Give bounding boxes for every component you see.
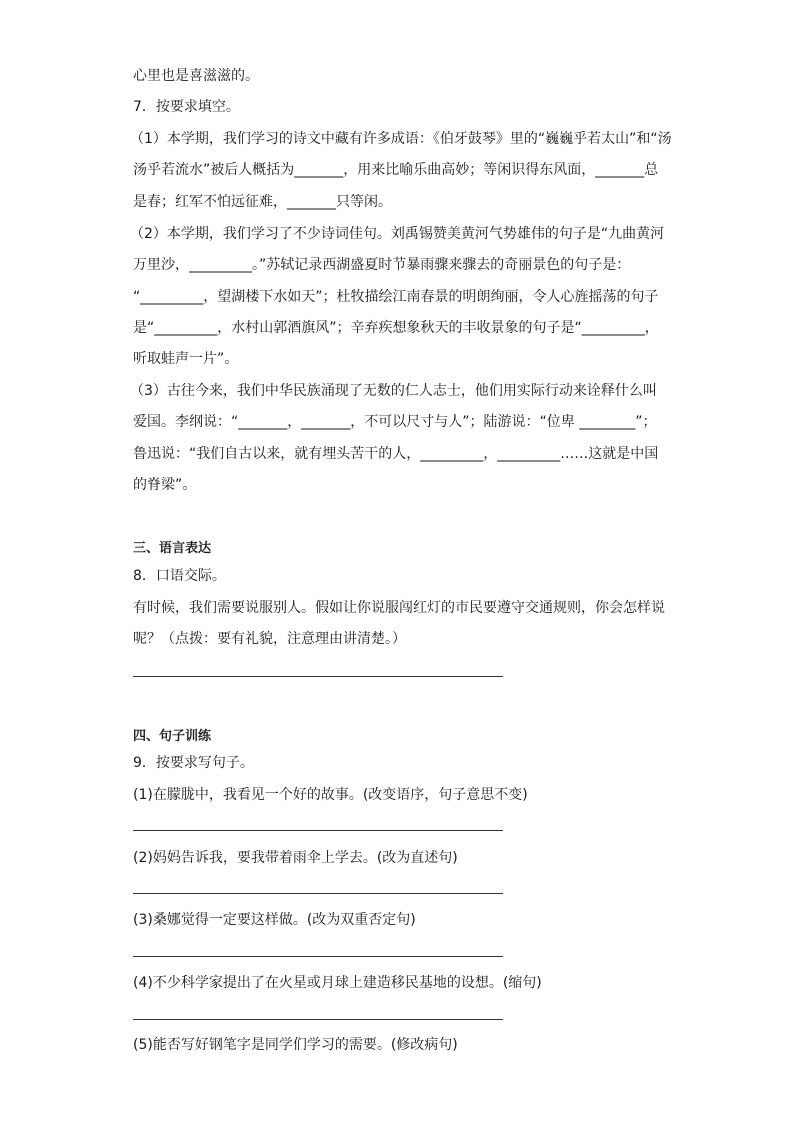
question-8-heading: 8．口语交际。 [133, 568, 226, 584]
q7-part2-line3: “_________，望湖楼下水如天”；杜牧描绘江南春景的明朗绚丽，令人心旌摇荡的句子 [133, 289, 659, 305]
section-3-title: 三、语言表达 [133, 541, 212, 556]
q7-part1-line3: 是春；红军不怕远征难，_______只等闲。 [133, 194, 392, 210]
q9-item-3-answer-line[interactable] [133, 956, 503, 957]
q9-item-3: (3)桑娜觉得一定要这样做。(改为双重否定句) [133, 912, 416, 928]
q8-body-line2: 呢？（点拨：要有礼貌，注意理由讲清楚。） [133, 631, 406, 647]
section-4-title: 四、句子训练 [133, 729, 212, 744]
q8-body-line1: 有时候，我们需要说服别人。假如让你说服闯红灯的市民要遵守交通规则，你会怎样说 [133, 600, 665, 616]
q8-answer-line[interactable] [133, 676, 503, 677]
q7-part2-line2: 万里沙，_________。”苏轼记录西湖盛夏时节暴雨骤来骤去的奇丽景色的句子是： [133, 257, 631, 273]
q9-item-2-answer-line[interactable] [133, 893, 503, 894]
q7-part3-line3: 鲁迅说：“我们自古以来，就有埋头苦干的人，_________，_________……这就是中国 [133, 446, 659, 462]
continued-text: 心里也是喜滋滋的。 [133, 68, 259, 84]
q9-item-5: (5)能否写好钢笔字是同学们学习的需要。(修改病句) [133, 1037, 458, 1053]
q7-part3-line4: 的脊梁”。 [133, 477, 197, 493]
q9-item-1-answer-line[interactable] [133, 830, 503, 831]
q7-part3-line2: 爱国。李纲说：“_______，_______，不可以尺寸与人”；陆游说：“位卑 ________”； [133, 414, 657, 430]
question-7-heading: 7．按要求填空。 [133, 99, 240, 115]
q7-part1-line2: 汤乎若流水”被后人概括为_______，用来比喻乐曲高妙；等闲识得东风面，_______总 [133, 162, 659, 178]
q7-part2-line4: 是“_________，水村山郭酒旗风”；辛弃疾想象秋天的丰收景象的句子是“_________， [133, 320, 659, 336]
q9-item-1: (1)在朦胧中，我看见一个好的故事。(改变语序，句子意思不变) [133, 787, 528, 803]
q9-item-2: (2)妈妈告诉我，要我带着雨伞上学去。(改为直述句) [133, 850, 458, 866]
question-9-heading: 9．按要求写句子。 [133, 755, 254, 771]
q7-part2-line5: 听取蛙声一片”。 [133, 351, 239, 367]
q7-part3-line1: （3）古往今来，我们中华民族涌现了无数的仁人志士，他们用实际行动来诠释什么叫 [130, 383, 657, 399]
q7-part1-line1: （1）本学期，我们学习的诗文中藏有许多成语：《伯牙鼓琴》里的“巍巍乎若太山”和“汤 [130, 131, 672, 147]
q9-item-4-answer-line[interactable] [133, 1019, 503, 1020]
q9-item-4: (4)不少科学家提出了在火星或月球上建造移民基地的设想。(缩句) [133, 975, 542, 991]
q7-part2-line1: （2）本学期，我们学习了不少诗词佳句。刘禹锡赞美黄河气势雄伟的句子是“九曲黄河 [130, 226, 665, 242]
